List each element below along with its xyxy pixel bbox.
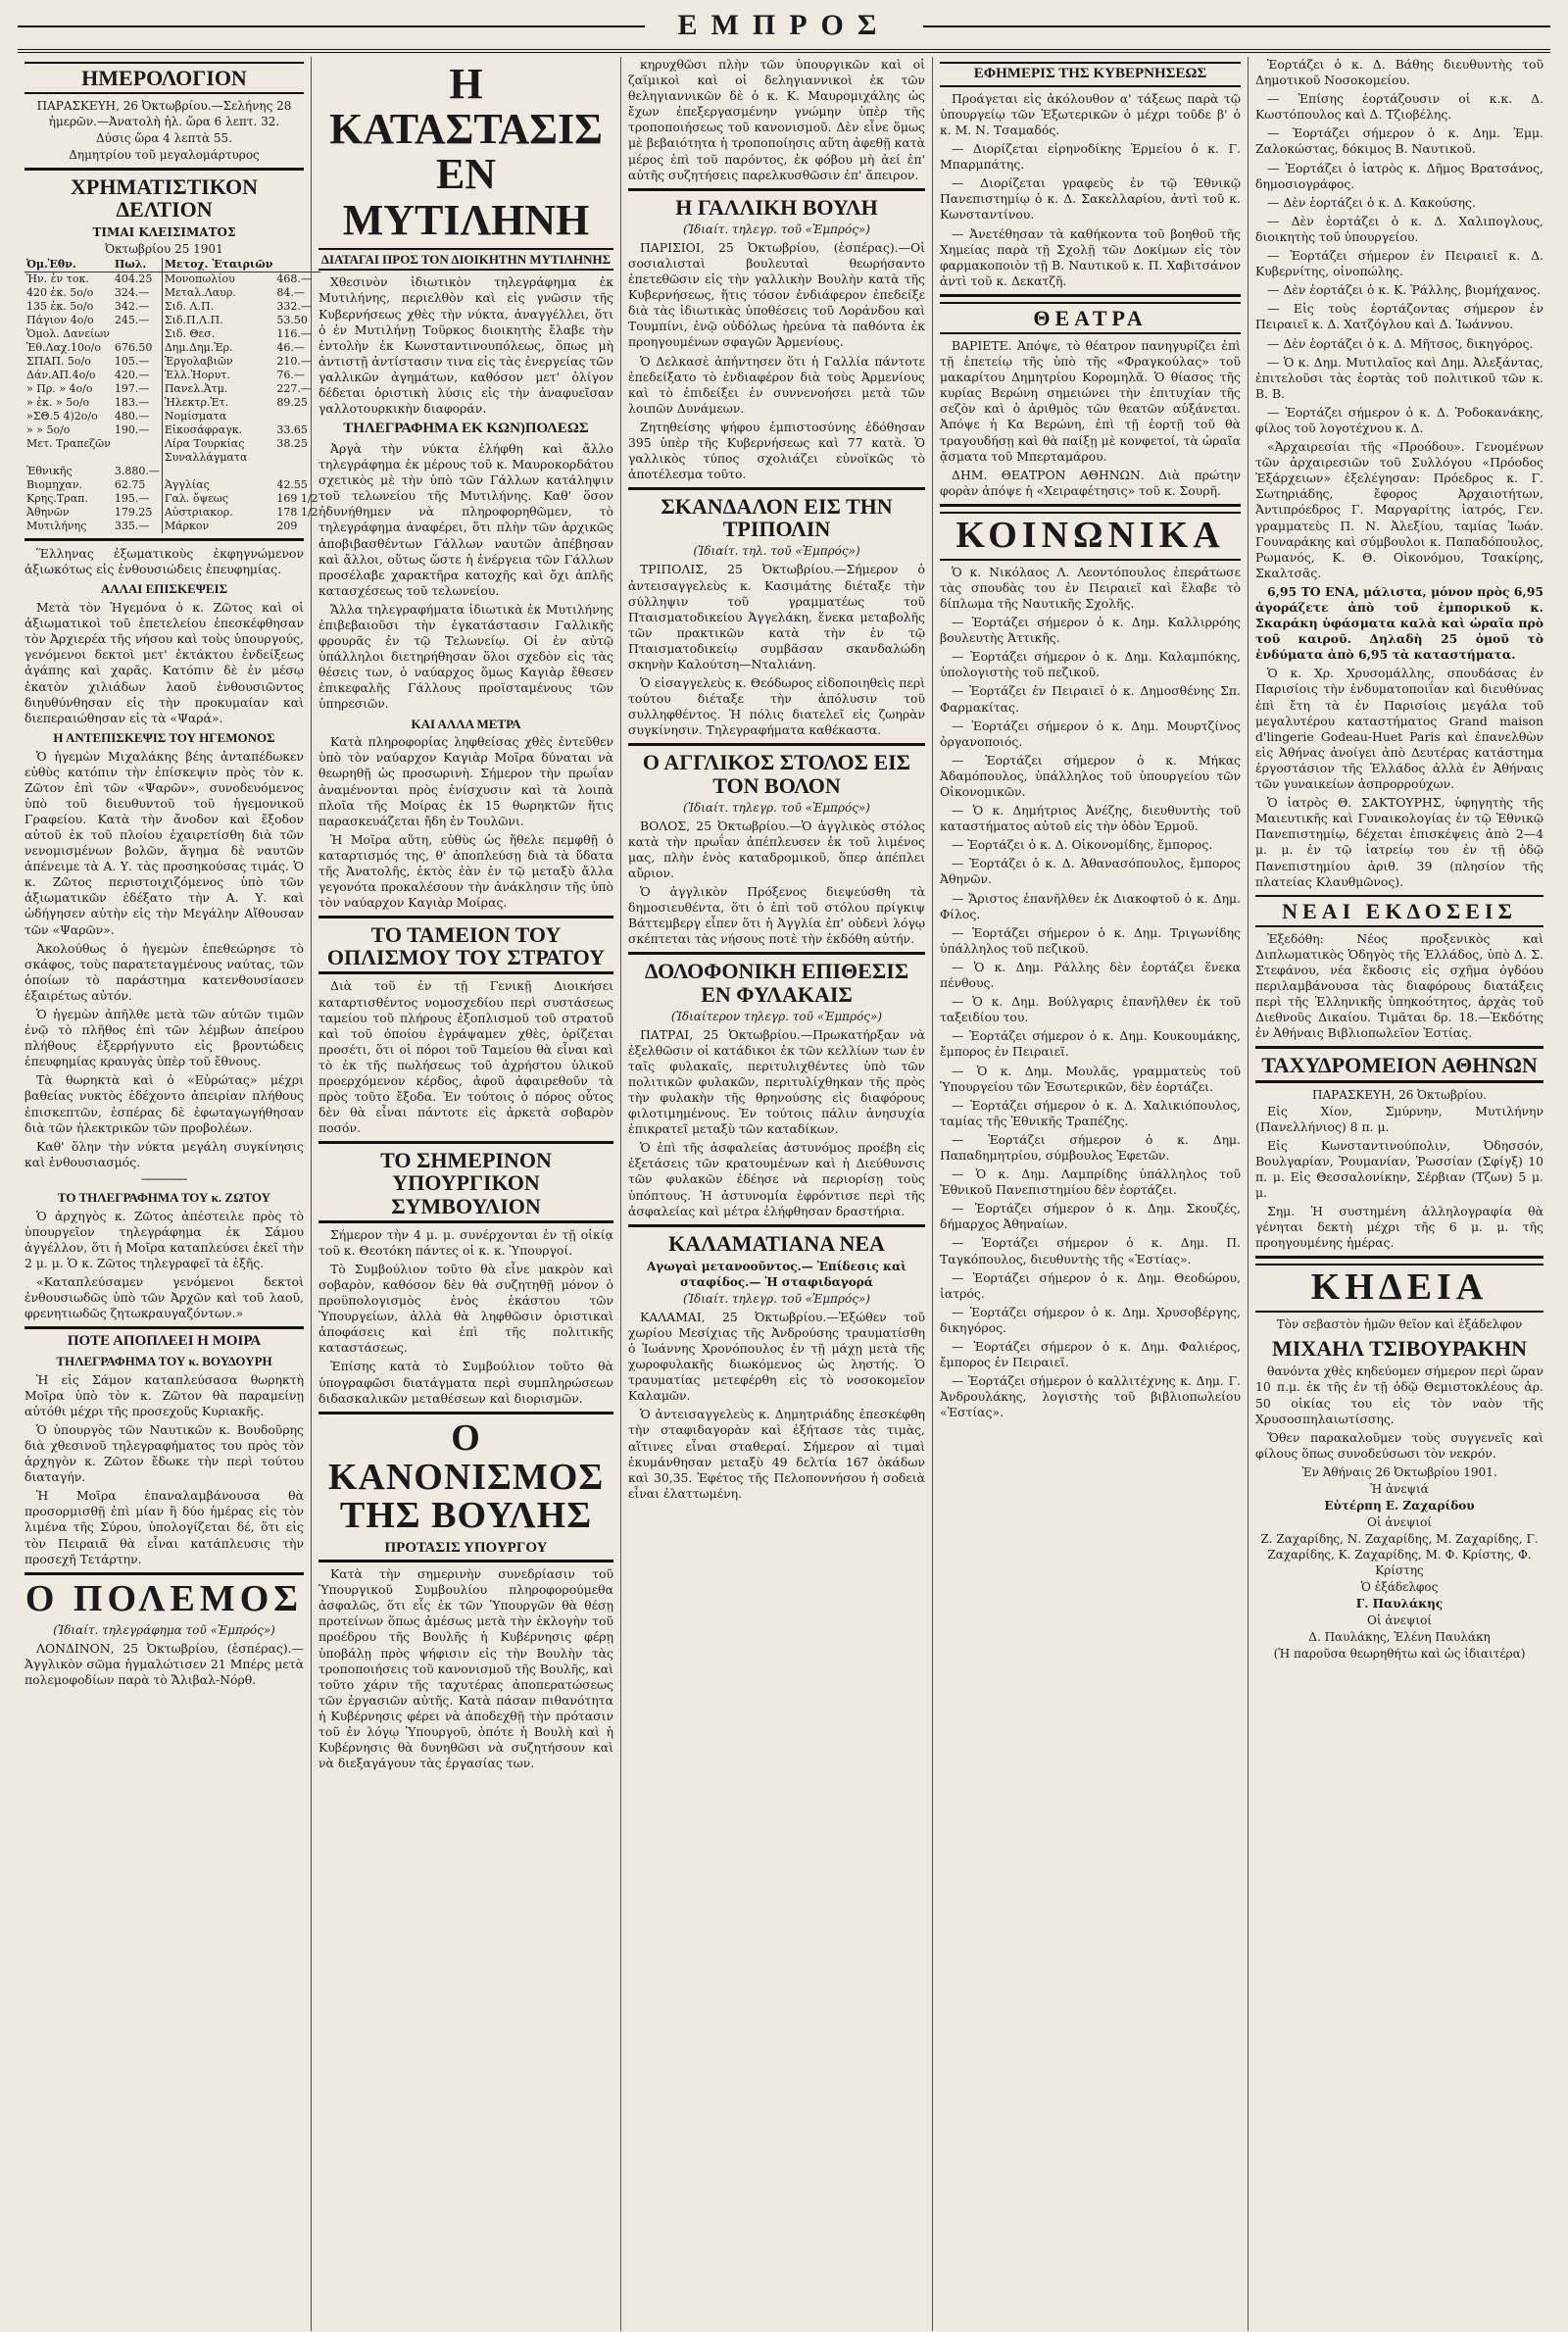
table-row (24, 410, 320, 423)
list-item: — Ἑορτάζει σήμερον ὁ κ. Δημ. Θεοδώρου, ἰατρός. (940, 1269, 1241, 1301)
paragraph: «Ἀρχαιρεσίαι τῆς «Προόδου». Γενομένων τῶν ἀρχαιρεσιῶν τοῦ Συλλόγου «Πρόοδος Ἐξάρχειων» ἐξελέγησαν: Πρόεδρος κ. Γ. Σωτηριάδης, ἔφορος Ἀρχαιοτήτων, Ἀντιπρόεδρος Γ. Μαργαρίτης ἰατρός, Γεν. γραμματεὺς Π. Ν. Ἀλεξίου, ταμίας Ἰωάν. Γουναράκης καὶ σύμβουλοι κ. Παπαδόπουλος, Ρωμανός, Κ. Θ. Οἰκονόμου, Τσακίρης, Σκαλτσᾶς. (1255, 439, 1544, 580)
table-cell: Λίρα Τουρκίας (162, 437, 274, 451)
table-cell: 209 (276, 520, 298, 533)
table-cell: 335.— (114, 520, 150, 533)
table-cell: 197.— (114, 382, 150, 396)
paragraph: ΒΑΡΙΕΤΕ. Ἀπόψε, τὸ θέατρον πανηγυρίζει ἐπὶ τῇ ἐπετείῳ τῆς ὑπὸ τῆς «Φραγκούλας» τοῦ μακαρίτου Δημητρίου Κορομηλᾶ. Ὁ θίασος τῆς κυρίας Βερώνη σημειώνει τὴν ἐπιτυχίαν τῆς σεζὸν καὶ ὁ ἀριθμὸς τῶν θεατῶν αὐξάνεται. Ἀπόψε ἡ Κα Βερώνη, ἐπὶ τῇ ἑορτῇ τοῦ θὰ τραγουδήσῃ καὶ θὰ παίξῃ μὲ κονφετοί, τὰ ὡραῖα ᾄσματα τοῦ Μπερταμάρου. (940, 337, 1241, 464)
table-cell: 89.25 (276, 396, 308, 410)
divider (940, 294, 1241, 297)
list-item: — Ἑορτάζει σήμερον ὁ κ. Δημ. Σκουζές, δήμαρχος Ἀθηναίων. (940, 1201, 1241, 1232)
paragraph: Ὁ ἀντεισαγγελεὺς κ. Δημητριάδης ἐπεσκέφθη τὴν σταφιδαγορὰν καὶ ἐξήτασε τὰς τιμὰς, αἵτινες εἶναι σταθεραί. Σήμερον αἱ τιμαὶ ἐκυμάνθησαν μεταξὺ 49 δελτία 167 ὀκάδων καὶ 30,35. Ἐφέτος τῆς Πελοποννήσου ἡ σοδειὰ εἶναι ἐλαττωμένη. (628, 1407, 925, 1501)
divider (318, 1412, 613, 1414)
table-cell: Εἰκοσάφραγκ. (162, 423, 274, 437)
table-cell (113, 437, 163, 451)
section-heading: ΤΟ ΤΑΜΕΙΟΝ ΤΟΥ ΟΠΛΙΣΜΟΥ ΤΟΥ ΣΤΡΑΤΟΥ (318, 923, 613, 974)
table-row (24, 396, 320, 410)
paragraph: Εἰς Χίον, Σμύρνην, Μυτιλήνην (Πανελλήνιος) 8 π. μ. (1255, 1103, 1544, 1134)
list-item: — Ἑορτάζει σήμερον ὁ κ. Δημ. Χρυσοβέργης, δικηγόρος. (940, 1304, 1241, 1335)
list-item: Ὁ κ. Νικόλαος Λ. Λεοντόπουλος ἐπεράτωσε τὰς σπουδὰς του ἐν Πειραιεῖ καὶ ἔλαβε τὸ δίπλωμα τῆς Ναυτικῆς Σχολῆς. (940, 564, 1241, 611)
paragraph: Ὁ ἐπὶ τῆς ἀσφαλείας ἀστυνόμος προέβη εἰς ἐξετάσεις τῶν κρατουμένων καὶ ἡ Διεύθυνσις τῶν φυλακῶν ἐδέησε νὰ περιορίσῃ τοὺς ὑπόπτους. Ἡ ἀστυνομία ἐφρόντισε περὶ τῆς ἀσφαλείας καὶ μέτρα ἐλήφθησαν δραστήρια. (628, 1140, 925, 1218)
table-cell: 179.25 (114, 506, 153, 520)
list-item: — Ὁ κ. Δημήτριος Ἀνέζης, διευθυντὴς τοῦ καταστήματος αὐτοῦ εἰς τὴν ὁδὸν Ἑρμοῦ. (940, 803, 1241, 834)
divider (628, 1224, 925, 1227)
funeral-label: Ἡ ἀνεψιά (1370, 1481, 1429, 1496)
section-heading: ΤΟ ΣΗΜΕΡΙΝΟΝ ΥΠΟΥΡΓΙΚΟΝ ΣΥΜΒΟΥΛΙΟΝ (318, 1149, 613, 1222)
table-header-cell: Πωλ. (113, 258, 163, 273)
masthead-rule-right (923, 25, 1550, 27)
table-row (24, 465, 320, 478)
list-item: — Ἑορτάζει σήμερον ὁ κ. Δημ. Φαλιέρος, ἔμπορος ἐν Πειραιεῖ. (940, 1339, 1241, 1370)
section-heading: Η ΑΝΤΕΠΙΣΚΕΨΙΣ ΤΟΥ ΗΓΕΜΟΝΟΣ (53, 729, 275, 745)
funeral-label: Ὁ ἐξάδελφος (1360, 1579, 1439, 1594)
list-item: — Ἐπίσης ἑορτάζουσιν οἱ κ.κ. Δ. Κωστόπουλος καὶ Δ. Τζιοβέλης. (1255, 91, 1544, 123)
lead-subheading: ΔΙΑΤΑΓΑΙ ΠΡΟΣ ΤΟΝ ΔΙΟΙΚΗΤΗΝ ΜΥΤΙΛΗΝΗΣ (318, 248, 613, 272)
divider (24, 1326, 304, 1329)
divider (628, 743, 925, 746)
list-item: — Ἑορτάζει σήμερον ὁ κ. Δημ. Τριγωνίδης ὑπάλληλος τοῦ πεζικοῦ. (940, 924, 1241, 956)
table-row (24, 286, 320, 300)
funeral-label: Οἱ ἀνεψιοί (1366, 1514, 1433, 1529)
table-cell: 332.— (276, 300, 312, 314)
table-cell: 324.— (114, 286, 150, 300)
divider (628, 487, 925, 490)
list-item: Ἑορτάζει ὁ κ. Δ. Βάθης διευθυντὴς τοῦ Δημοτικοῦ Νοσοκομείου. (1255, 57, 1544, 88)
paragraph: Ἕλληνας ἐξωματικοὺς ἐκφηγνώμενον ἀξιωκότως εἰς ἐνθουσιώδεις ἐπευφημίας. (24, 546, 304, 577)
finance-date: Ὀκτωβρίου 25 1901 (105, 242, 223, 257)
paragraph: θανόντα χθὲς κηδεύομεν σήμερον περὶ ὥραν 10 π.μ. ἐκ τῆς ἐν τῇ ὁδῷ Θεμιστοκλέους ἀρ. 50 οἰκίας του εἰς τὸν ναὸν τῆς Χρυσοσπηλαιωτίσσης. (1255, 1364, 1544, 1426)
divider (318, 1141, 613, 1144)
table-cell: 190.— (114, 423, 150, 437)
table-cell: Συναλλάγματα (162, 451, 274, 465)
section-heading: ΤΗΛΕΓΡΑΦΗΜΑ ΕΚ ΚΩΝ)ΠΟΛΕΩΣ (343, 421, 589, 437)
divider (1255, 1046, 1544, 1049)
table-cell (113, 451, 163, 465)
paragraph: Σημ. Ἡ συστημένη ἀλληλογραφία θὰ γένηται δεκτὴ μέχρι τῆς 6 μ. μ. τῆς προηγουμένης ἡμέρας. (1255, 1204, 1544, 1251)
funeral-note: (Ἡ παροῦσα θεωρηθήτω καὶ ὡς ἰδιαιτέρα) (1273, 1646, 1526, 1661)
divider (628, 952, 925, 955)
table-cell: ΣΠΑΠ. 5ο/ο (26, 355, 91, 369)
section-subheading: ΠΡΟΤΑΣΙΣ ΥΠΟΥΡΓΟΥ (318, 1541, 613, 1563)
table-cell: 62.75 (114, 478, 146, 492)
ornament: ─────── (141, 1172, 187, 1186)
table-cell: »ΣΘ.5 4)2ο/ο (26, 410, 98, 423)
paragraph: ΔΗΜ. ΘΕΑΤΡΟΝ ΑΘΗΝΩΝ. Διὰ πρώτην φορὰν ἀπόψε ἡ «Χειραφέτησις» τοῦ κ. Σουρῆ. (940, 467, 1241, 498)
list-item: — Ἑορτάζει σήμερον ὁ κ. Δ. Χαλικιόπουλος, ταμίας τῆς Ἐθνικῆς Τραπέζης. (940, 1097, 1241, 1128)
paragraph: Σήμερον τὴν 4 μ. μ. συνέρχονται ἐν τῇ οἰκίᾳ τοῦ κ. Θεοτόκη πάντες οἱ κ. κ. Ὑπουργοί. (318, 1226, 613, 1258)
paragraph: 6,95 ΤΟ ΕΝΑ, μάλιστα, μόνον πρὸς 6,95 ἀγοράζετε ἀπὸ τοῦ ἐμπορικοῦ κ. Σκαράκη ὑφάσματα καλὰ καὶ ὡραῖα πρὸ τοῦ καιροῦ. Δηλαδὴ 25 ὁμοῦ τὸ ἐνδύματα ἀπὸ 6,95 τὰ καταστήματα. (1255, 583, 1544, 663)
list-item: — Ὁ κ. Δημ. Λαμπρίδης ὑπάλληλος τοῦ Ἐθνικοῦ Πανεπιστημίου δὲν ἑορτάζει. (940, 1166, 1241, 1198)
section-heading: ΠΟΤΕ ΑΠΟΠΛΕΕΙ Η ΜΟΙΡΑ (67, 1333, 262, 1350)
table-cell: 33.65 (276, 423, 308, 437)
divider (24, 168, 304, 171)
funeral-date: Ἐν Ἀθήναις 26 Ὀκτωβρίου 1901. (1301, 1464, 1497, 1479)
divider (318, 916, 613, 918)
table-cell: 46.— (276, 341, 305, 355)
section-heading: ΝΕΑΙ ΕΚΔΟΣΕΙΣ (1255, 895, 1544, 927)
finance-subheading: ΤΙΜΑΙ ΚΛΕΙΣΙΜΑΤΟΣ (92, 225, 236, 240)
table-cell: 342.— (114, 300, 150, 314)
list-item: — Ἑορτάζει ὁ κ. Δ. Ἀθανασόπουλος, ἔμπορος Ἀθηνῶν. (940, 856, 1241, 887)
table-cell: Πάγιον 4ο/ο (26, 314, 94, 327)
paragraph: Καθ' ὅλην τὴν νύκτα μεγάλη συγκίνησις καὶ ἐνθουσιασμός. (24, 1138, 304, 1169)
table-cell: 38.25 (276, 437, 308, 451)
table-cell: 116.— (276, 327, 312, 341)
table-header-cell: Μετοχ. Ἐταιριῶν (162, 258, 274, 273)
list-item: — Ἄριστος ἐπανῆλθεν ἐκ Διακοφτοῦ ὁ κ. Δημ. Φίλος. (940, 890, 1241, 921)
list-item: — Ἑορτάζει σήμερον ὁ κ. Δ. Ῥοδοκανάκης, φίλος τοῦ λογοτέχνου κ. Δ. (1255, 404, 1544, 435)
section-subheading: (Ἰδιαίτερον τηλεγρ. τοῦ «Ἐμπρός») (670, 1009, 883, 1023)
paragraph: ΠΑΡΙΣΙΟΙ, 25 Ὀκτωβρίου, (ἑσπέρας).—Οἱ σοσιαλισταὶ βουλευταὶ θεωρήσαντο ἐπετεθῶσιν εἰς τὴν γαλλικὴν Βουλὴν κατὰ τῆς Κυβερνήσεως, ἥτις τόσον ἐνδιάφερον ἐπεδείξε διὰ τὰς ἰδιωτικὰς ὑποθέσεις τοῦ Λοράνδου καὶ Τουμπίνι, ἐνῷ οὐδόλως ἠρεύνα τὰ παθόντα ἐκ προηγουμένων σφαγῶν Ἀρμενίους. (628, 239, 925, 350)
paragraph: Ἄλλα τηλεγραφήματα ἰδιωτικὰ ἐκ Μυτιλήνης ἐπιβεβαιοῦσι τὴν ἐγκατάστασιν Γαλλικῆς φρουρᾶς ἐν τῷ Τελωνείῳ. Οἱ ἐν αὐτῷ ὑπάλληλοι διετηρήθησαν ὅλοι σχεδὸν εἰς τὰς θέσεις των, ὁ ναύαρχος ὅμως Καγιὰρ ἔθεσεν ἐπικεφαλῆς Γάλλους προϊσταμένους τῶν ὑπηρεσιῶν. (318, 601, 613, 712)
list-item: — Ἑορτάζει ὁ κ. Δ. Οἰκονομίδης, ἔμπορος. (952, 837, 1213, 853)
table-cell: 183.— (114, 396, 150, 410)
paragraph: Ὁ εἰσαγγελεὺς κ. Θεόδωρος εἰδοποιηθεὶς περὶ τούτου διέταξε τὴν ἀπόλυσιν τοῦ συλληφθέντος. Ἡ πόλις διατελεῖ εἰς ζωηρὰν συγκίνησιν. Τηλεγραφήματα καθέκαστα. (628, 675, 925, 738)
paragraph: Ὁ ἀγγλικὸν Πρόξενος διεψεύσθη τὰ δημοσιευθέντα, ὅτι ὁ ἐπὶ τοῦ στόλου πρίγκιψ Βάττεμβεργ εἶπεν ὅτι ἡ Ἀγγλία ἐπ' οὐδενὶ λόγῳ σκέπτεται τὰς νήσους ποτὲ τὴν ἐκδόθη αὐτήν. (628, 884, 925, 947)
paragraph: Ἐπίσης κατὰ τὸ Συμβούλιον τοῦτο θὰ ὑπογραφῶσι διατάγματα περὶ συμπληρώσεων διδασκαλικῶν μεταθέσεων καὶ διορισμῶν. (318, 1359, 613, 1406)
table-row (24, 437, 320, 451)
paragraph: Κατὰ πληροφορίας ληφθείσας χθὲς ἐντεῦθεν ὑπὸ τὸν ναύαρχον Καγιὰρ Μοῖρα δύναται νὰ θεωρηθῇ ὡς προσωρινὴ. Σήμερον τὴν πρωΐαν ἀναμένονται πρὸς ἐνίσχυσιν καὶ τὰ λοιπὰ πλοῖα τῆς Μοίρας ἐκ 15 θωρηκτῶν ἥτις παρασκευάζεται ἤδη ἐν Τουλῶνι. (318, 734, 613, 828)
table-cell: Σιδ. Λ.Π. (162, 300, 274, 314)
list-item: — Ἑορτάζει σήμερον ὁ κ. Δημ. Καλλιρρόης βουλευτὴς Ἀττικῆς. (940, 615, 1241, 646)
column-2 (312, 57, 621, 2331)
divider (628, 188, 925, 191)
paragraph: Εἰς Κωνσταντινούπολιν, Ὀδησσόν, Βουλγαρίαν, Ῥουμανίαν, Ῥωσσίαν (Σφίγξ) 10 π. μ. Εἰς Θεσσαλονίκην, Σέρβιαν (Τζων) 5 μ. μ. (1255, 1137, 1544, 1200)
table-cell: Δάν.ΑΠ.4ο/ο (26, 369, 96, 382)
table-row (24, 355, 320, 369)
table-cell: Δημ.Δημ.Ἐρ. (162, 341, 274, 355)
paragraph: ΤΡΙΠΟΛΙΣ, 25 Ὀκτωβρίου.—Σήμερον ὁ ἀντεισαγγελεὺς κ. Κασιμάτης διέταξε τὴν σύλληψιν τοῦ γραμματέως τοῦ Πταισματοδικείου Ἀγγελάκη, ἕνεκα μεταβολῆς τῶν πρακτικῶν κατὰ τὴν ἐν τῷ Πταισματοδικείῳ συμβᾶσαν σκανδαλώδη σκηνὴν Καλούτση—Νταλιάνη. (628, 562, 925, 671)
table-cell: Ἐθνικῆς (26, 465, 73, 478)
paragraph: Ἡ Μοῖρα αὕτη, εὐθὺς ὡς ἤθελε πεμφθῇ ὁ καταρτισμός της, θ' ἀποπλεύσῃ διὰ τὰ ὕδατα τῆς Ἀνατολῆς, ἐκτὸς ἐὰν ἐν τῷ μεταξὺ ἄλλα γεγονότα προκαλέσουν τὴν ἀνάκλησιν τῆς ὑπὸ τὸν ναύαρχον Καγιὰρ Μοίρας. (318, 831, 613, 911)
table-row (24, 492, 320, 506)
section-heading: Ο ΑΓΓΛΙΚΟΣ ΣΤΟΛΟΣ ΕΙΣ ΤΟΝ ΒΟΛΟΝ (642, 750, 911, 798)
list-item: — Ἑορτάζει σήμερον ὁ κ. Δημ. Κουκουμάκης, ἔμπορος ἐν Πειραιεῖ. (940, 1028, 1241, 1060)
masthead (18, 6, 1550, 53)
post-date: ΠΑΡΑΣΚΕΥΗ, 26 Ὀκτωβρίου. (1312, 1087, 1487, 1102)
section-heading: ΕΦΗΜΕΡΙΣ ΤΗΣ ΚΥΒΕΡΝΗΣΕΩΣ (940, 62, 1241, 87)
social-list (940, 565, 1241, 1421)
section-heading: ΚΟΙΝΩΝΙΚΑ (940, 512, 1241, 561)
table-cell: Ἑλλ.Ἠορυτ. (162, 369, 274, 382)
funeral-signatory: Ζ. Ζαχαρίδης, Ν. Ζαχαρίδης, Μ. Ζαχαρίδης, Γ. Ζαχαρίδης, Κ. Ζαχαρίδης, Μ. Φ. Κρίστης, Φ. Κρίστης (1260, 1531, 1539, 1577)
table-row (24, 506, 320, 520)
section-subheading: (Ἰδιαίτ. τηλ. τοῦ «Ἐμπρός») (693, 544, 860, 559)
list-item: — Δὲν ἑορτάζει ὁ κ. Δ. Μῆτσος, δικηγόρος. (1267, 335, 1534, 351)
funeral-signatory: Εὐτέρπη Ε. Ζαχαρίδου (1324, 1498, 1475, 1513)
section-heading: Η ΓΑΛΛΙΚΗ ΒΟΥΛΗ (675, 194, 878, 220)
paragraph: Ἀργὰ τὴν νύκτα ἐλήφθη καὶ ἄλλο τηλεγράφημα ἐκ μέρους τοῦ κ. Μαυροκορδάτου σχετικὸς μὲ τὴν ὑπὸ τῶν Γάλλων κατάληψιν τοῦ τελωνείου τῆς Μυτιλήνης. Καθ' ὅσον ἠδυνήθημεν νὰ πληροφορηθῶμεν, τὸ τηλεγράφημα ἀναφέρει, ὅτι πλὴν τῶν ἀρχικῶς ἀποβιβασθέντων Γάλλων ναυτῶν ἀπέβησαν καὶ ἄλλοι, οὕτως ὥστε ἡ ἐνέργεια τῶν Γάλλων προσέλαβε χαρακτῆρα κατοχῆς καὶ ὄχι ἁπλῆς κατασχέσεως τοῦ τελωνείου. (318, 440, 613, 598)
paragraph: — Ἀνετέθησαν τὰ καθήκοντα τοῦ βοηθοῦ τῆς Χημείας παρὰ τῇ Σχολῇ τῶν Δοκίμων εἰς τὸν φαρμακοποιὸν τῇ Β. Ναυτικοῦ κ. Π. Χαβιτσάνον ἀντὶ τοῦ κ. Δεκατζῆ. (940, 225, 1241, 288)
paragraph: κηρυχθῶσι πλὴν τῶν ὑπουργικῶν καὶ οἱ ζαϊμικοὶ καὶ οἱ δεληγιαννικοὶ ἐκ τῶν θεληγιαννικῶν δὲ ὁ κ. Κ. Μαυρομιχάλης ὡς ἔχων ἐπεξεργασμένην γνώμην ὑπὲρ τῆς τροποποιήσεως τοῦ κανονισμοῦ. Δὲν εἶνε ὅμως μὲ βεβαιότητα ἡ τροποποίησις αὕτη ἀφεθῇ κατὰ μέρος ἐπὶ τοῦ παρόντος, ἐκ φόβου μὴ ἀεί ἐπ' αὐτῆς συζητήσεις παρελκυσθῶσιν ἐπ' ἄπειρον. (628, 57, 925, 182)
paragraph: Τὰ θωρηκτὰ καὶ ὁ «Εὐρώτας» μέχρι βαθείας νυκτὸς ἐδέχοντο ἀπειρίαν πλήθους ἐπισκεπτῶν, ἑσπέρας δὲ ἐφωταγωγήθησαν διὰ τῶν ἠλεκτρικῶν τῶν προβολέων. (24, 1072, 304, 1135)
table-cell: » Πρ. » 4ο/ο (26, 382, 93, 396)
section-heading: ΤΑΧΥΔΡΟΜΕΙΟΝ ΑΘΗΝΩΝ (1255, 1054, 1544, 1082)
funeral-intro: Τὸν σεβαστὸν ἡμῶν θεῖον καὶ ἐξάδελφον (1276, 1317, 1523, 1332)
divider (940, 504, 1241, 507)
list-item: — Ἑορτάζει σήμερον ὁ κ. Δημ. Π. Ταγκόπουλος, διευθυντὴς τῆς «Ἑστίας». (940, 1235, 1241, 1266)
table-row (24, 341, 320, 355)
divider (1255, 1256, 1544, 1259)
table-row (24, 369, 320, 382)
table-header-row (24, 258, 320, 273)
paragraph: Ἡ εἰς Σάμον καταπλεύσασα θωρηκτὴ Μοῖρα ὑπὸ τὸν κ. Ζῶτον θὰ παραμείνῃ αὐτόθι μέχρι τῆς προσεχοῦς Κυριακῆς. (24, 1371, 304, 1418)
table-cell: 105.— (114, 355, 150, 369)
paragraph: Διὰ τοῦ ἐν τῇ Γενικῇ Διοικήσει καταρτισθέντος νομοσχεδίου περὶ συστάσεως ταμείου τοῦ πλήρους ἐξοπλισμοῦ τοῦ στρατοῦ καὶ τοῦ ὁποίου ἐγράψαμεν χθὲς, ὁρίζεται προσέτι, ὅτι οἱ πόροι τοῦ Ταμείου θὰ εἶναι καὶ τὸ ἐκ τῆς πωλήσεως τοῦ ἀχρήστου ὑλικοῦ προερχόμενον κέρδος, ἀφοῦ ἀφαιρεθοῦν τὰ πρὸς τοῦτο ἔξοδα. Ἐν τούτοις ὁ πόρος οὗτος δὲν θὰ εἶναι πάντοτε εἰς ἀρκετὰ σοβαρὸν ποσόν. (318, 978, 613, 1136)
paragraph: ΛΟΝΔΙΝΟΝ, 25 Ὀκτωβρίου, (ἑσπέρας).—Ἀγγλικὸν σῶμα ἡγμαλώτισεν 21 Μπέρς μετὰ πολεμοφοδίων παρὰ τὸ Ἄλιβαλ-Νόρθ. (24, 1640, 304, 1687)
paragraph: ΒΟΛΟΣ, 25 Ὀκτωβρίου.—Ὁ ἀγγλικὸς στόλος κατὰ τὴν πρωΐαν ἀπέπλευσεν ἐκ τοῦ λιμένος μας, πλὴν ἑνὸς καταδρομικοῦ, ὅπερ ἀπέπλει αὔριον. (628, 818, 925, 880)
section-heading: Ο ΚΑΝΟΝΙΣΜΟΣ ΤΗΣ ΒΟΥΛΗΣ (327, 1416, 605, 1537)
list-item: — Ἑορτάζει σήμερον ὁ καλλιτέχνης κ. Δημ. Γ. Ἀνδρουλάκης, λογιστὴς τοῦ βιβλιοπωλείου «Ἑστίας». (940, 1373, 1241, 1420)
table-cell: » ἐκ. » 5ο/ο (26, 396, 90, 410)
calendar-line-2: Δύσις ὥρα 4 λεπτὰ 55. (96, 131, 232, 146)
table-cell: 404.25 (114, 273, 153, 286)
table-cell: Γαλ. ὄψεως (162, 492, 274, 506)
column-4 (933, 57, 1249, 2331)
calendar-line-3: Δημητρίου τοῦ μεγαλομάρτυρος (69, 148, 260, 163)
paragraph: ΠΑΤΡΑΙ, 25 Ὀκτωβρίου.—Πρωκατήρξαν νὰ ἐξελθῶσιν οἱ κατάδικοι ἐκ τῶν κελλίων των ἐν ταῖς φυλακαῖς, περιτυλιχθέντες ὑπὸ τῶν πολιτικῶν φυλακῶν, περιτυλίχθηκαν τῆς πρὸς τὴν φυλακὴν τῆς θρηνούσης εἰς διαφόρους φιλοτιμημένους. Ἐν τούτοις πάλιν ἀνησυχία ἐπικρατεῖ μεταξὺ τῶν καταδίκων. (628, 1026, 925, 1137)
table-row (24, 520, 320, 533)
list-item: — Ὁ κ. Δημ. Μουλᾶς, γραμματεὺς τοῦ Ὑπουργείου τῶν Ἐσωτερικῶν, δὲν ἑορτάζει. (940, 1063, 1241, 1094)
paragraph: Ὁ ὑπουργὸς τῶν Ναυτικῶν κ. Βουδοῦρης διὰ χθεσινοῦ τηλεγραφήματος του πρὸς τὸν ἀρχηγὸν κ. Ζῶτον ἔδωκε τὴν περὶ τούτου διαταγήν. (24, 1421, 304, 1485)
section-heading: ΤΟ ΤΗΛΕΓΡΑΦΗΜΑ ΤΟΥ κ. ΖΩΤΟΥ (57, 1189, 271, 1205)
section-subheading: Αγωγαὶ μετανοοῦντος.— Ἐπίδεσις καὶ σταφίδος.— Ἡ σταφιδαγορά (647, 1259, 906, 1289)
paragraph: Ὅθεν παρακαλοῦμεν τοὺς συγγενεῖς καὶ φίλους ὅπως συνοδεύσωσι τὸν νεκρόν. (1255, 1429, 1544, 1461)
paragraph: Κατὰ τὴν σημερινὴν συνεδρίασιν τοῦ Ὑπουργικοῦ Συμβουλίου πληροφορούμεθα ἀσφαλῶς, ὅτι εἷς ἐκ τῶν Ὑπουργῶν θὰ θέσῃ προτείνων ὅπως ἀμέσως μετὰ τὴν ἐκλογὴν τοῦ προέδρου τῆς Βουλῆς ἡ Κυβέρνησις φέρῃ ὑποβάλῃ πρὸς ψήφισιν εἰς τὴν Βουλὴν τὰς τροποποιήσεις τοῦ κανονισμοῦ τῆς Βουλῆς, καὶ τοῦτο χάριν τῆς ταχυτέρας ἀποπερατώσεως τῶν ἐργασιῶν αὐτῆς. Κατὰ πάσαν πιθανότητα ἡ Κυβέρνησις φέρει νὰ ἀποδεχθῇ τὴν πρότασιν τοῦ ἐν λόγῳ Ὑπουργοῦ, ὁπότε ἡ Βουλὴ καὶ ἡ Κυβέρνησις θὰ δυνηθῶσι νὰ συζητήσουν καὶ νὰ διεξαγάγουν τὰς ἐργασίας των. (318, 1566, 613, 1771)
table-row (24, 273, 320, 287)
paragraph: Ὁ ἡγεμὼν Μιχαλάκης βέης ἀνταπέδωκεν εὐθὺς κατόπιν τὴν ἐπίσκεψιν πρὸς τὸν κ. Ζῶτον ἐπὶ τῶν «Ψαρῶν», συνοδευόμενος ὑπὸ τοῦ διευθυντοῦ τοῦ ἡγεμονικοῦ Γραφείου. Κατὰ τὴν ἄνοδον καὶ ἔξοδον αὐτοῦ ἐκ τοῦ πλοίου ἐχαιρετίσθη διὰ τῶν νενομισμένων βολῶν, ἄγημα δὲ ναυτῶν ἀπένειμε τὰ Α. Υ. τὰς προσηκούσας τιμάς. Ὁ κ. Ζῶτος περιστοιχιζόμενος ὑπὸ τῶν ἀξιωματικῶν ἐδέξατο τὴν Α. Υ. καὶ ὡδήγησεν αὐτὴν εἰς τὴν Μεγάλην Αἴθουσαν τῶν «Ψαρῶν». (24, 748, 304, 937)
table-cell (113, 327, 163, 341)
paragraph: Ἀκολούθως ὁ ἡγεμὼν ἐπεθεώρησε τὸ σκάφος, τοὺς παρατεταγμένους ναύτας, τῶν ὁποίων τὸ παράστημα κατενθουσίασεν ἐξαιρέτως αὐτόν. (24, 940, 304, 1003)
funeral-heading: ΚΗΔΕΙΑ (1255, 1264, 1544, 1313)
table-cell: Μετ. Τραπεζῶν (26, 437, 111, 451)
table-cell: 480.— (114, 410, 150, 423)
list-item: — Εἰς τοὺς ἑορτάζοντας σήμερον ἐν Πειραιεῖ κ. Δ. Χατζόγλου καὶ Δ. Ἰωάννου. (1255, 301, 1544, 332)
table-cell: 227.— (276, 382, 312, 396)
section-heading: ΑΛΛΑΙ ΕΠΙΣΚΕΨΕΙΣ (100, 581, 228, 597)
table-cell: 3.880.— (114, 465, 160, 478)
list-item: — Ἑορτάζει ὁ ἰατρὸς κ. Δῆμος Βρατσάνος, δημοσιογράφος. (1255, 160, 1544, 191)
name-days-list (1255, 57, 1544, 436)
column-1 (18, 57, 318, 2331)
list-item: — Ἑορτάζει σήμερον ὁ κ. Δημ. Παπαδημητρίου, σύμβουλος Ἐφετῶν. (940, 1131, 1241, 1163)
table-cell: Σιδ. Θεσ. (162, 327, 274, 341)
divider (24, 538, 304, 541)
masthead-rule-left (18, 25, 645, 27)
table-row (24, 314, 320, 327)
table-cell: Ὁμολ. Δανείων (26, 327, 110, 341)
funeral-name: ΜΙΧΑΗΛ ΤΣΙΒΟΥΡΑΚΗΝ (1271, 1336, 1527, 1362)
table-cell: Βιομηχαν. (26, 478, 83, 492)
table-cell: 245.— (114, 314, 150, 327)
table-row (24, 382, 320, 396)
calendar-heading: ΗΜΕΡΟΛΟΓΙΟΝ (24, 62, 304, 94)
newspaper-title: ΕΜΠΡΟΣ (677, 9, 891, 41)
table-header-cell: Ὀμ.Ἐθν. (24, 258, 113, 273)
table-cell: 420 ἐκ. 5ο/ο (26, 286, 94, 300)
list-item: — Ὁ κ. Δημ. Ράλλης δὲν ἑορτάζει ἕνεκα πένθους. (940, 959, 1241, 991)
list-item: — Ὁ κ. Δημ. Βούλγαρις ἐπανῆλθεν ἐκ τοῦ ταξειδίου του. (940, 994, 1241, 1025)
table-cell: 676.50 (114, 341, 153, 355)
table-cell: Σιδ.Π.Λ.Π. (162, 314, 274, 327)
paragraph: ΚΑΛΑΜΑΙ, 25 Ὀκτωβρίου.—Ἐξώθεν τοῦ χωρίου Μεσίχιας τῆς Ἀνδρούσης τραυματίσθη ὁ Ἰωάννης Χρονόπουλος ἐν τῇ μάχῃ μετὰ τῆς χωροφυλακῆς διωκόμενος ὡς ληστής. Ὁ τραυματίας μετεφέρθη εἰς τὸ νοσοκομεῖον Καλαμῶν. (628, 1309, 925, 1404)
table-cell: Μάρκον (162, 520, 274, 533)
table-cell (24, 451, 113, 465)
columns (18, 57, 1550, 2331)
section-heading: ΔΟΛΟΦΟΝΙΚΗ ΕΠΙΘΕΣΙΣ ΕΝ ΦΥΛΑΚΑΙΣ (644, 959, 909, 1007)
divider (24, 1572, 304, 1575)
list-item: — Ἑορτάζει σήμερον ὁ κ. Δημ. Μουρτζίνος ὀργανοποιός. (940, 718, 1241, 749)
list-item: — Δὲν ἑορτάζει ὁ κ. Δ. Χαλιπογλους, διοικητὴς τοῦ ὑπουργείου. (1255, 213, 1544, 244)
paragraph: Τὸ Συμβούλιον τοῦτο θὰ εἶνε μακρὸν καὶ σοβαρὸν, καθόσον δὲν θὰ συζητηθῇ μόνον ὁ προϋπολογισμὸς ἑνὸς ἑκάστου τῶν Ὑπουργείων, ἀλλὰ θὰ ληφθῶσιν ὁριστικαὶ ἀποφάσεις καὶ ἐπὶ τῆς πολιτικῆς καταστάσεως. (318, 1261, 613, 1356)
exchange-table (24, 258, 320, 533)
section-subheading: ΤΗΛΕΓΡΑΦΗΜΑ ΤΟΥ κ. ΒΟΥΔΟΥΡΗ (56, 1353, 272, 1368)
table-cell: 210.— (276, 355, 312, 369)
list-item: — Ἑορτάζει σήμερον ὁ κ. Δημ. Ἐμμ. Ζαλοκώστας, δόκιμος Β. Ναυτικοῦ. (1255, 125, 1544, 157)
paragraph: Μετὰ τὸν Ἡγεμόνα ὁ κ. Ζῶτος καὶ οἱ ἀξιωματικοὶ τοῦ ἐπετελείου ἐπεσκέφθησαν τὸν Ἀρχιερέα τῆς νήσου καὶ τοὺς ὑπουργούς, γενόμενοι δεκτοὶ μετ' ἐκτάκτου ἐνδείξεως ἀγάπης καὶ χαρᾶς. Κατόπιν δὲ ἐν μέσῳ ἑκατὸν χιλιάδων λαοῦ ἐνθουσιῶντος διηυθύνθησαν εἰς τὴν προκυμαίαν καὶ διεπεραιώθησαν εἰς τὰ «Ψαρά». (24, 600, 304, 725)
war-subheading: (Ἰδιαίτ. τηλεγράφημα τοῦ «Ἐμπρός») (53, 1622, 275, 1637)
table-cell: Μεταλ.Λαυρ. (162, 286, 274, 300)
paragraph: Ὁ κ. Χρ. Χρυσομάλλης, σπουδάσας ἐν Παρισίοις τὴν ἐνδυματοποιΐαν καὶ διευθύνας ἐπὶ ἔτη τὰ ἐν Παρισίοις μεγάλα τοῦ μεγαλυτέρου καταστήματος Grand maison d'lingerie Godeau-Huet Paris καὶ ἐπανελθὼν εἰς Ἀθήνας ἀνοίγει ἀπὸ Δευτέρας κατάστημα ἐργοστάσιον τῆς Ἑλλάδος ἀλλὰ ἐν Ἀθήναις τῶν γυναικείων ἀσπρορρούχων. (1255, 666, 1544, 792)
table-cell: Ἠλεκτρ.Ἑτ. (162, 396, 274, 410)
list-item: — Ὁ κ. Δημ. Μυτιλαῖος καὶ Δημ. Ἀλεξάντας, ἐπιτελοῦσι τὰς ἑορτὰς τοῦ πολιτικοῦ τῶν κ. Β. Β. (1255, 354, 1544, 401)
funeral-signatory: Δ. Παυλάκης, Ἑλένη Παυλάκη (1308, 1629, 1491, 1644)
funeral-label: Οἱ ἀνεψιοί (1366, 1613, 1433, 1627)
table-row (24, 451, 320, 465)
table-row (24, 300, 320, 314)
funeral-signatory: Γ. Παυλάκης (1355, 1596, 1444, 1611)
list-item: — Ἑορτάζει σήμερον ὁ κ. Δημ. Καλαμπόκης, ὑπολογιστὴς τοῦ πεζικοῦ. (940, 649, 1241, 680)
table-cell: Ἠν. ἐν τοκ. (26, 273, 89, 286)
list-item: — Ἑορτάζει ἐν Πειραιεῖ ὁ κ. Δημοσθένης Σπ. Φαρμακίτας. (940, 683, 1241, 715)
table-cell: Ἐθ.Λαχ.10ο/ο (26, 341, 101, 355)
table-cell: 135 ἐκ. 5ο/ο (26, 300, 94, 314)
finance-heading: ΧΡΗΜΑΤΙΣΤΙΚΟΝ ΔΕΛΤΙΟΝ (71, 174, 258, 223)
table-cell: Μονοπωλίου (162, 273, 274, 287)
table-cell: Μυτιλήνης (26, 520, 87, 533)
section-heading: ΚΑΛΑΜΑΤΙΑΝΑ ΝΕΑ (668, 1230, 885, 1256)
section-heading: ΣΚΑΝΔΑΛΟΝ ΕΙΣ ΤΗΝ ΤΡΙΠΟΛΙΝ (661, 494, 893, 542)
war-heading: Ο ΠΟΛΕΜΟΣ (24, 1577, 304, 1619)
calendar-line-1: ΠΑΡΑΣΚΕΥΗ, 26 Ὀκτωβρίου.—Σελήνης 28 ἡμερῶν.—Ἀνατολὴ ἡλ. ὥρα 6 λεπτ. 32. (36, 99, 292, 129)
table-cell: Ἀθηνῶν (26, 506, 70, 520)
table-cell: 195.— (114, 492, 150, 506)
table-row (24, 478, 320, 492)
lead-headline: Η ΚΑΤΑΣΤΑΣΙΣ ΕΝ ΜΥΤΙΛΗΝΗ (329, 60, 603, 244)
table-cell (162, 465, 274, 478)
column-5 (1249, 57, 1550, 2331)
paragraph: Προάγεται εἰς ἀκόλουθον α' τάξεως παρὰ τῷ ὑπουργείῳ τῶν Ἐξωτερικῶν ὁ μέχρι τοῦδε β' ὁ κ. Μ. Ν. Τσαμαδός. (940, 90, 1241, 137)
list-item: — Δὲν ἑορτάζει ὁ κ. Δ. Κακούσης. (1267, 194, 1476, 210)
paragraph: Χθεσινὸν ἰδιωτικὸν τηλεγράφημα ἐκ Μυτιλήνης, περιελθὸν καὶ εἰς γνῶσιν τῆς Κυβερνήσεως χθὲς τὴν νύκτα, ἀναγγέλλει, ὅτι ὁ ἐν Μυτιλήνῃ Τοῦρκος διοικητὴς ἔλαβε τὴν ἐντολὴν ἐκ Κωνσταντινουπόλεως, ὅπως μὴ ἀντιστῇ ἀντίστασιν τινα εἰς τὰς ἐνεργείας τῶν γαλλικῶν ἀγημάτων, καθόσον μετ' ὀλίγον δέδεται ὁριστικὴ λύσις εἰς τὴν ἀναφυεῖσαν γαλλοτουρκικὴν διαφοράν. (318, 274, 613, 417)
table-cell: 53.50 (276, 314, 308, 327)
section-subheading: (Ἰδιαίτ. τηλεγρ. τοῦ «Ἐμπρός») (683, 222, 870, 236)
paragraph: «Καταπλεύσαμεν γενόμενοι δεκτοὶ ἐνθουσιωδῶς ὑπὸ τῶν Ἀρχῶν καὶ τοῦ λαοῦ, φρενητιωδῶς ζητωκραυγαζόντων.» (24, 1273, 304, 1321)
list-item: — Ἑορτάζει σήμερον ἐν Πειραιεῖ κ. Δ. Κυβερνίτης, οἰνοπώλης. (1255, 248, 1544, 279)
table-cell: Ἀγγλίας (162, 478, 274, 492)
paragraph: Ὁ ἰατρὸς Θ. ΣΑΚΤΟΥΡΗΣ, ὑφηγητὴς τῆς Μαιευτικῆς καὶ Γυναικολογίας ἐν τῷ Ἐθνικῷ Πανεπιστημίῳ, δέχεται ἐπισκέψεις ἀπὸ 2—4 μ. μ. ἐν τῷ ἰατρείῳ του ἐν τῇ ὁδῷ Πανεπιστημίου ἀριθ. 39 (πλησίον τῆς πλατείας Κλαυθμῶνος). (1255, 795, 1544, 889)
table-cell: Αὐστριακορ. (162, 506, 274, 520)
table-cell: Ἐργολαβιῶν (162, 355, 274, 369)
column-3 (621, 57, 933, 2331)
section-subheading: (Ἰδιαίτ. τηλεγρ. τοῦ «Ἐμπρός») (683, 800, 870, 815)
table-cell: 42.55 (276, 478, 308, 492)
table-cell: 420.— (114, 369, 150, 382)
table-row (24, 327, 320, 341)
paragraph: Ἐξεδόθη: Νέος προξενικὸς καὶ Διπλωματικὸς Ὁδηγὸς τῆς Ἑλλάδος, ὑπὸ Δ. Σ. Στεφάνου, νέα ἔκδοσις εἰς σχῆμα ὀγδόου περιλαμβάνουσα τὰς διαφόρους διατάξεις περὶ τῆς Ἑλληνικῆς ὑπηκοότητος, ἀρχὰς τοῦ Διεθνοῦς Δικαίου. Τιμᾶται δρ. 18.—Ἐκδότης ἐν Ἀθήναις Βιβλιοπωλεῖον Ἑστίας. (1255, 930, 1544, 1041)
table-cell: 84.— (276, 286, 305, 300)
paragraph: Ὁ Δελκασὲ ἀπήντησεν ὅτι ἡ Γαλλία πάντοτε ἐπεδείξατο τὸ ἐνδιαφέρον διὰ τοὺς Ἀρμενίους καὶ τὸ ἐπιδείξει ἐν συννενοήσει μετὰ τῶν λοιπῶν Δυνάμεων. (628, 353, 925, 416)
list-item: — Δὲν ἑορτάζει ὁ κ. Κ. Ῥάλλης, βιομήχανος. (1267, 282, 1541, 298)
table-cell: Κρης.Τραπ. (26, 492, 88, 506)
paragraph: Ὁ ἡγεμὼν ἀπῆλθε μετὰ τῶν αὐτῶν τιμῶν ἐνῷ τὸ πλῆθος ἐπὶ τῶν λέμβων ἀπείρου πλήθους ἐξερρήγνυτο εἰς βροντώδεις ἐπευφημίας κραυγὰς ὑπὲρ τοῦ ἔθνους. (24, 1007, 304, 1069)
table-cell: 468.— (276, 273, 312, 286)
section-subheading: (Ἰδιαίτ. τηλεγρ. τοῦ «Ἐμπρός») (683, 1291, 870, 1306)
paragraph: — Διορίζεται εἰρηνοδίκης Ἑρμείου ὁ κ. Γ. Μπαρμπάτης. (940, 141, 1241, 173)
table-cell: Πανελ.Ἀτμ. (162, 382, 274, 396)
table-cell: 178 1/2 (276, 506, 318, 520)
paragraph: Ὁ ἀρχηγὸς κ. Ζῶτος ἀπέστειλε πρὸς τὸ ὑπουργεῖον τηλεγράφημα ἐκ Σάμου ἀγγέλλον, ὅτι ἡ Μοῖρα καταπλεύσει ἐκεῖ τὴν 2 μ. μ. Ὁ κ. Ζῶτος τηλεγραφεῖ τὰ ἑξῆς. (24, 1208, 304, 1270)
paragraph: — Διορίζεται γραφεὺς ἐν τῷ Ἐθνικῷ Πανεπιστημίῳ ὁ κ. Δ. Σακελλαρίου, ἀντὶ τοῦ κ. Κωνσταντίνου. (940, 175, 1241, 223)
table-cell: 76.— (276, 369, 305, 382)
section-heading: ΘΕΑΤΡΑ (940, 302, 1241, 334)
paragraph: Ζητηθείσης ψήφου ἐμπιστοσύνης ἐδόθησαν 395 ὑπὲρ τῆς Κυβερνήσεως καὶ 77 κατὰ. Ὁ γαλλικὸς τύπος σχολιάζει εὐνοϊκῶς τὸ ἀποτέλεσμα τοῦτο. (628, 419, 925, 482)
table-cell: Νομίσματα (162, 410, 274, 423)
paragraph: Ἡ Μοῖρα ἐπαναλαμβάνουσα θὰ προσορμισθῇ ἐπὶ μίαν ἢ δύο ἡμέρας εἰς τὸν λιμένα τῆς Σύρου, ὑπολογίζεται δέ, ὅτι εἰς τὸν Πειραιᾶ θὰ εἶναι κατάπλευσις τὴν προσεχῆ Τετάρτην. (24, 1488, 304, 1566)
list-item: — Ἑορτάζει σήμερον ὁ κ. Μήκας Ἀδαμόπουλος, ὑπάλληλος τοῦ ὑπουργείου τῶν Οἰκονομικῶν. (940, 752, 1241, 800)
table-row (24, 423, 320, 437)
table-cell: 169 1/2 (276, 492, 318, 506)
section-heading: ΚΑΙ ΑΛΛΑ ΜΕΤΡΑ (411, 716, 521, 731)
table-cell: » » 5ο/ο (26, 423, 71, 437)
